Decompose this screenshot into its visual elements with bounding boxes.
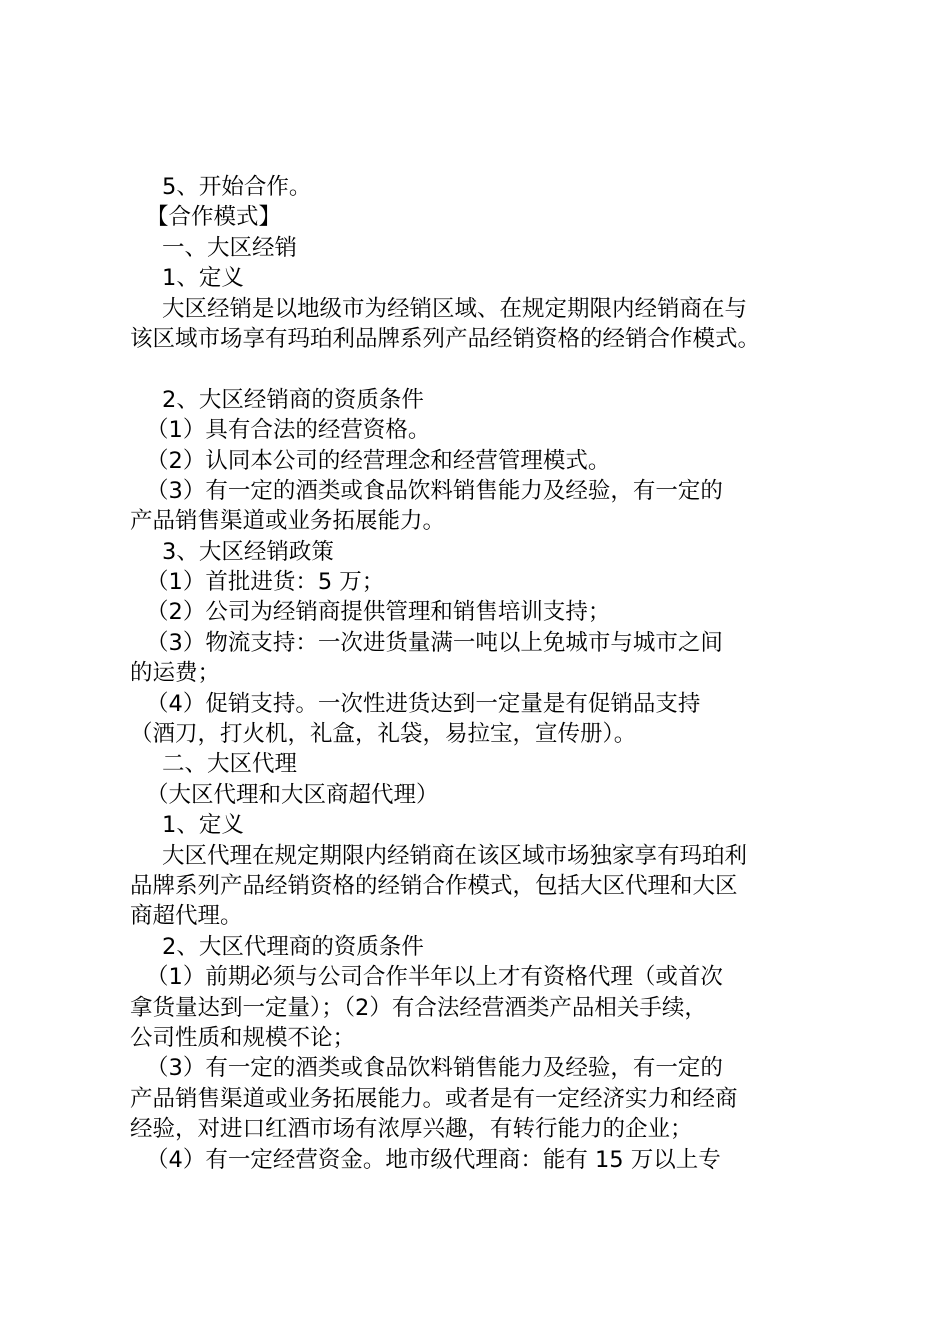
blank-line — [130, 354, 830, 384]
step-5-line: 5、开始合作。 — [162, 174, 312, 200]
list-item-continuation: 产品销售渠道或业务拓展能力。 — [130, 508, 446, 535]
list-item: （1）具有合法的经营资格。 — [146, 417, 431, 444]
list-item: （4）有一定经营资金。地市级代理商：能有 15 万以上专 — [146, 1146, 721, 1173]
list-item-continuation: 经验，对进口红酒市场有浓厚兴趣，有转行能力的企业； — [130, 1116, 693, 1143]
list-item-continuation: 公司性质和规模不论； — [130, 1024, 356, 1051]
paragraph-line: 商超代理。 — [130, 903, 243, 930]
heading-regional-distribution: 一、大区经销 — [162, 234, 298, 261]
list-item: （2）公司为经销商提供管理和销售培训支持； — [146, 599, 611, 626]
list-item-continuation: 产品销售渠道或业务拓展能力。或者是有一定经济实力和经商 — [130, 1085, 738, 1112]
list-item-continuation: 拿货量达到一定量）；（2）有合法经营酒类产品相关手续， — [130, 994, 707, 1021]
list-item: （1）首批进货：5 万； — [146, 569, 385, 596]
list-item: （4）促销支持。一次性进货达到一定量是有促销品支持 — [146, 690, 701, 717]
paragraph-line: 该区域市场享有玛珀利品牌系列产品经销资格的经销合作模式。 — [130, 325, 761, 352]
paragraph-line: 大区经销是以地级市为经销区域、在规定期限内经销商在与 — [162, 295, 748, 322]
list-item: （2）认同本公司的经营理念和经营管理模式。 — [146, 447, 611, 474]
paragraph-line: 大区代理在规定期限内经销商在该区域市场独家享有玛珀利 — [162, 842, 748, 869]
section-heading-cooperation-mode: 【合作模式】 — [146, 204, 282, 231]
subheading-distribution-policy: 3、大区经销政策 — [162, 538, 334, 565]
list-item: （3）有一定的酒类或食品饮料销售能力及经验，有一定的 — [146, 477, 723, 504]
list-item: （3）物流支持：一次进货量满一吨以上免城市与城市之间 — [146, 629, 723, 656]
list-item-continuation: （酒刀，打火机，礼盒，礼袋，易拉宝，宣传册）。 — [130, 721, 637, 748]
heading-note: （大区代理和大区商超代理） — [146, 781, 439, 808]
subheading-definition-2: 1、定义 — [162, 812, 244, 839]
subheading-definition-1: 1、定义 — [162, 265, 244, 292]
subheading-distributor-qualifications: 2、大区经销商的资质条件 — [162, 386, 424, 413]
subheading-agent-qualifications: 2、大区代理商的资质条件 — [162, 933, 424, 960]
list-item-continuation: 的运费； — [130, 660, 221, 687]
document-body — [130, 172, 830, 1175]
list-item: （3）有一定的酒类或食品饮料销售能力及经验，有一定的 — [146, 1055, 723, 1082]
list-item: （1）前期必须与公司合作半年以上才有资格代理（或首次 — [146, 964, 723, 991]
heading-regional-agency: 二、大区代理 — [162, 751, 298, 778]
paragraph-line: 品牌系列产品经销资格的经销合作模式，包括大区代理和大区 — [130, 872, 738, 899]
